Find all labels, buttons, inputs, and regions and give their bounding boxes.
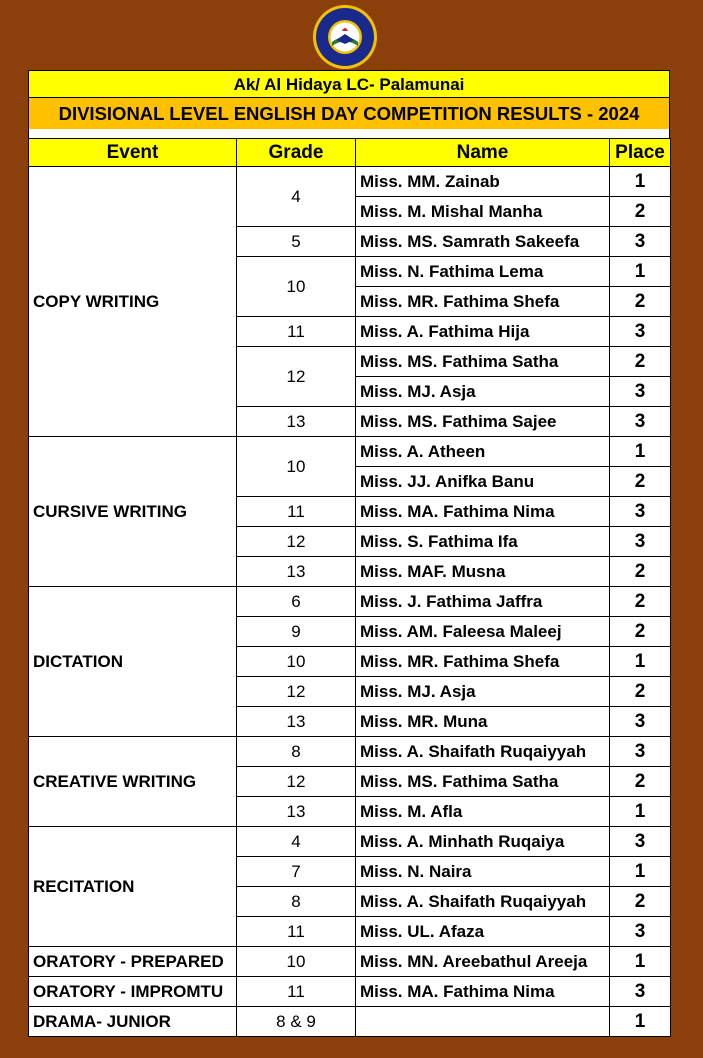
place-cell: 3 (610, 407, 671, 437)
name-cell: Miss. MJ. Asja (356, 677, 610, 707)
name-cell: Miss. JJ. Anifka Banu (356, 467, 610, 497)
grade-cell: 11 (237, 917, 356, 947)
event-cell: DICTATION (29, 587, 237, 737)
name-cell: Miss. MA. Fathima Nima (356, 977, 610, 1007)
name-cell: Miss. S. Fathima Ifa (356, 527, 610, 557)
place-cell: 2 (610, 767, 671, 797)
place-cell: 3 (610, 917, 671, 947)
place-cell: 2 (610, 287, 671, 317)
name-cell: Miss. MAF. Musna (356, 557, 610, 587)
grade-cell: 10 (237, 647, 356, 677)
event-cell: DRAMA- JUNIOR (29, 1007, 237, 1037)
place-cell: 3 (610, 827, 671, 857)
table-header-row (29, 139, 671, 167)
event-cell: RECITATION (29, 827, 237, 947)
place-cell: 3 (610, 497, 671, 527)
name-cell: Miss. UL. Afaza (356, 917, 610, 947)
name-cell: Miss. MR. Fathima Shefa (356, 647, 610, 677)
place-cell: 3 (610, 737, 671, 767)
event-cell: ORATORY - PREPARED (29, 947, 237, 977)
place-cell: 3 (610, 227, 671, 257)
grade-cell: 8 (237, 737, 356, 767)
name-cell (356, 1007, 610, 1037)
place-cell: 2 (610, 557, 671, 587)
name-cell: Miss. M. Afla (356, 797, 610, 827)
name-cell: Miss. A. Atheen (356, 437, 610, 467)
table-row (29, 1007, 671, 1037)
event-cell: ORATORY - IMPROMTU (29, 977, 237, 1007)
header-grade: Grade (237, 139, 356, 167)
place-cell: 2 (610, 587, 671, 617)
name-cell: Miss. MR. Muna (356, 707, 610, 737)
place-cell: 3 (610, 707, 671, 737)
table-row (29, 977, 671, 1007)
place-cell: 1 (610, 647, 671, 677)
name-cell: Miss. MJ. Asja (356, 377, 610, 407)
place-cell: 2 (610, 467, 671, 497)
name-cell: Miss. MN. Areebathul Areeja (356, 947, 610, 977)
name-cell: Miss. MM. Zainab (356, 167, 610, 197)
grade-cell: 4 (237, 827, 356, 857)
grade-cell: 6 (237, 587, 356, 617)
table-row (29, 167, 671, 197)
place-cell: 3 (610, 527, 671, 557)
event-cell: COPY WRITING (29, 167, 237, 437)
grade-cell: 12 (237, 677, 356, 707)
place-cell: 1 (610, 257, 671, 287)
school-name: Ak/ Al Hidaya LC- Palamunai (28, 70, 670, 98)
grade-cell: 8 (237, 887, 356, 917)
grade-cell: 10 (237, 947, 356, 977)
name-cell: Miss. A. Fathima Hija (356, 317, 610, 347)
grade-cell: 13 (237, 797, 356, 827)
name-cell: Miss. MS. Samrath Sakeefa (356, 227, 610, 257)
grade-cell: 4 (237, 167, 356, 227)
grade-cell: 11 (237, 317, 356, 347)
school-crest-icon (312, 4, 378, 70)
place-cell: 2 (610, 887, 671, 917)
place-cell: 2 (610, 197, 671, 227)
place-cell: 2 (610, 617, 671, 647)
grade-cell: 12 (237, 347, 356, 407)
place-cell: 1 (610, 437, 671, 467)
grade-cell: 10 (237, 257, 356, 317)
table-row (29, 737, 671, 767)
place-cell: 3 (610, 977, 671, 1007)
grade-cell: 13 (237, 557, 356, 587)
name-cell: Miss. MS. Fathima Satha (356, 347, 610, 377)
name-cell: Miss. M. Mishal Manha (356, 197, 610, 227)
grade-cell: 13 (237, 707, 356, 737)
grade-cell: 10 (237, 437, 356, 497)
grade-cell: 5 (237, 227, 356, 257)
header-place: Place (610, 139, 671, 167)
grade-cell: 13 (237, 407, 356, 437)
table-row (29, 437, 671, 467)
header-event: Event (29, 139, 237, 167)
name-cell: Miss. MS. Fathima Sajee (356, 407, 610, 437)
place-cell: 3 (610, 317, 671, 347)
name-cell: Miss. N. Fathima Lema (356, 257, 610, 287)
name-cell: Miss. J. Fathima Jaffra (356, 587, 610, 617)
grade-cell: 8 & 9 (237, 1007, 356, 1037)
grade-cell: 11 (237, 497, 356, 527)
spacer (28, 129, 670, 138)
place-cell: 1 (610, 167, 671, 197)
name-cell: Miss. MS. Fathima Satha (356, 767, 610, 797)
grade-cell: 12 (237, 527, 356, 557)
place-cell: 1 (610, 947, 671, 977)
page-title: DIVISIONAL LEVEL ENGLISH DAY COMPETITION RESULTS - 2024 (28, 98, 670, 129)
table-row (29, 827, 671, 857)
name-cell: Miss. MR. Fathima Shefa (356, 287, 610, 317)
event-cell: CURSIVE WRITING (29, 437, 237, 587)
name-cell: Miss. N. Naira (356, 857, 610, 887)
header-name: Name (356, 139, 610, 167)
place-cell: 1 (610, 857, 671, 887)
event-cell: CREATIVE WRITING (29, 737, 237, 827)
name-cell: Miss. A. Shaifath Ruqaiyyah (356, 887, 610, 917)
place-cell: 2 (610, 347, 671, 377)
grade-cell: 7 (237, 857, 356, 887)
grade-cell: 9 (237, 617, 356, 647)
results-body (29, 167, 671, 1037)
place-cell: 1 (610, 1007, 671, 1037)
table-row (29, 587, 671, 617)
grade-cell: 12 (237, 767, 356, 797)
name-cell: Miss. AM. Faleesa Maleej (356, 617, 610, 647)
results-sheet (28, 70, 670, 1037)
name-cell: Miss. MA. Fathima Nima (356, 497, 610, 527)
name-cell: Miss. A. Shaifath Ruqaiyyah (356, 737, 610, 767)
place-cell: 3 (610, 377, 671, 407)
place-cell: 1 (610, 797, 671, 827)
place-cell: 2 (610, 677, 671, 707)
results-table (28, 138, 671, 1037)
grade-cell: 11 (237, 977, 356, 1007)
table-row (29, 947, 671, 977)
name-cell: Miss. A. Minhath Ruqaiya (356, 827, 610, 857)
